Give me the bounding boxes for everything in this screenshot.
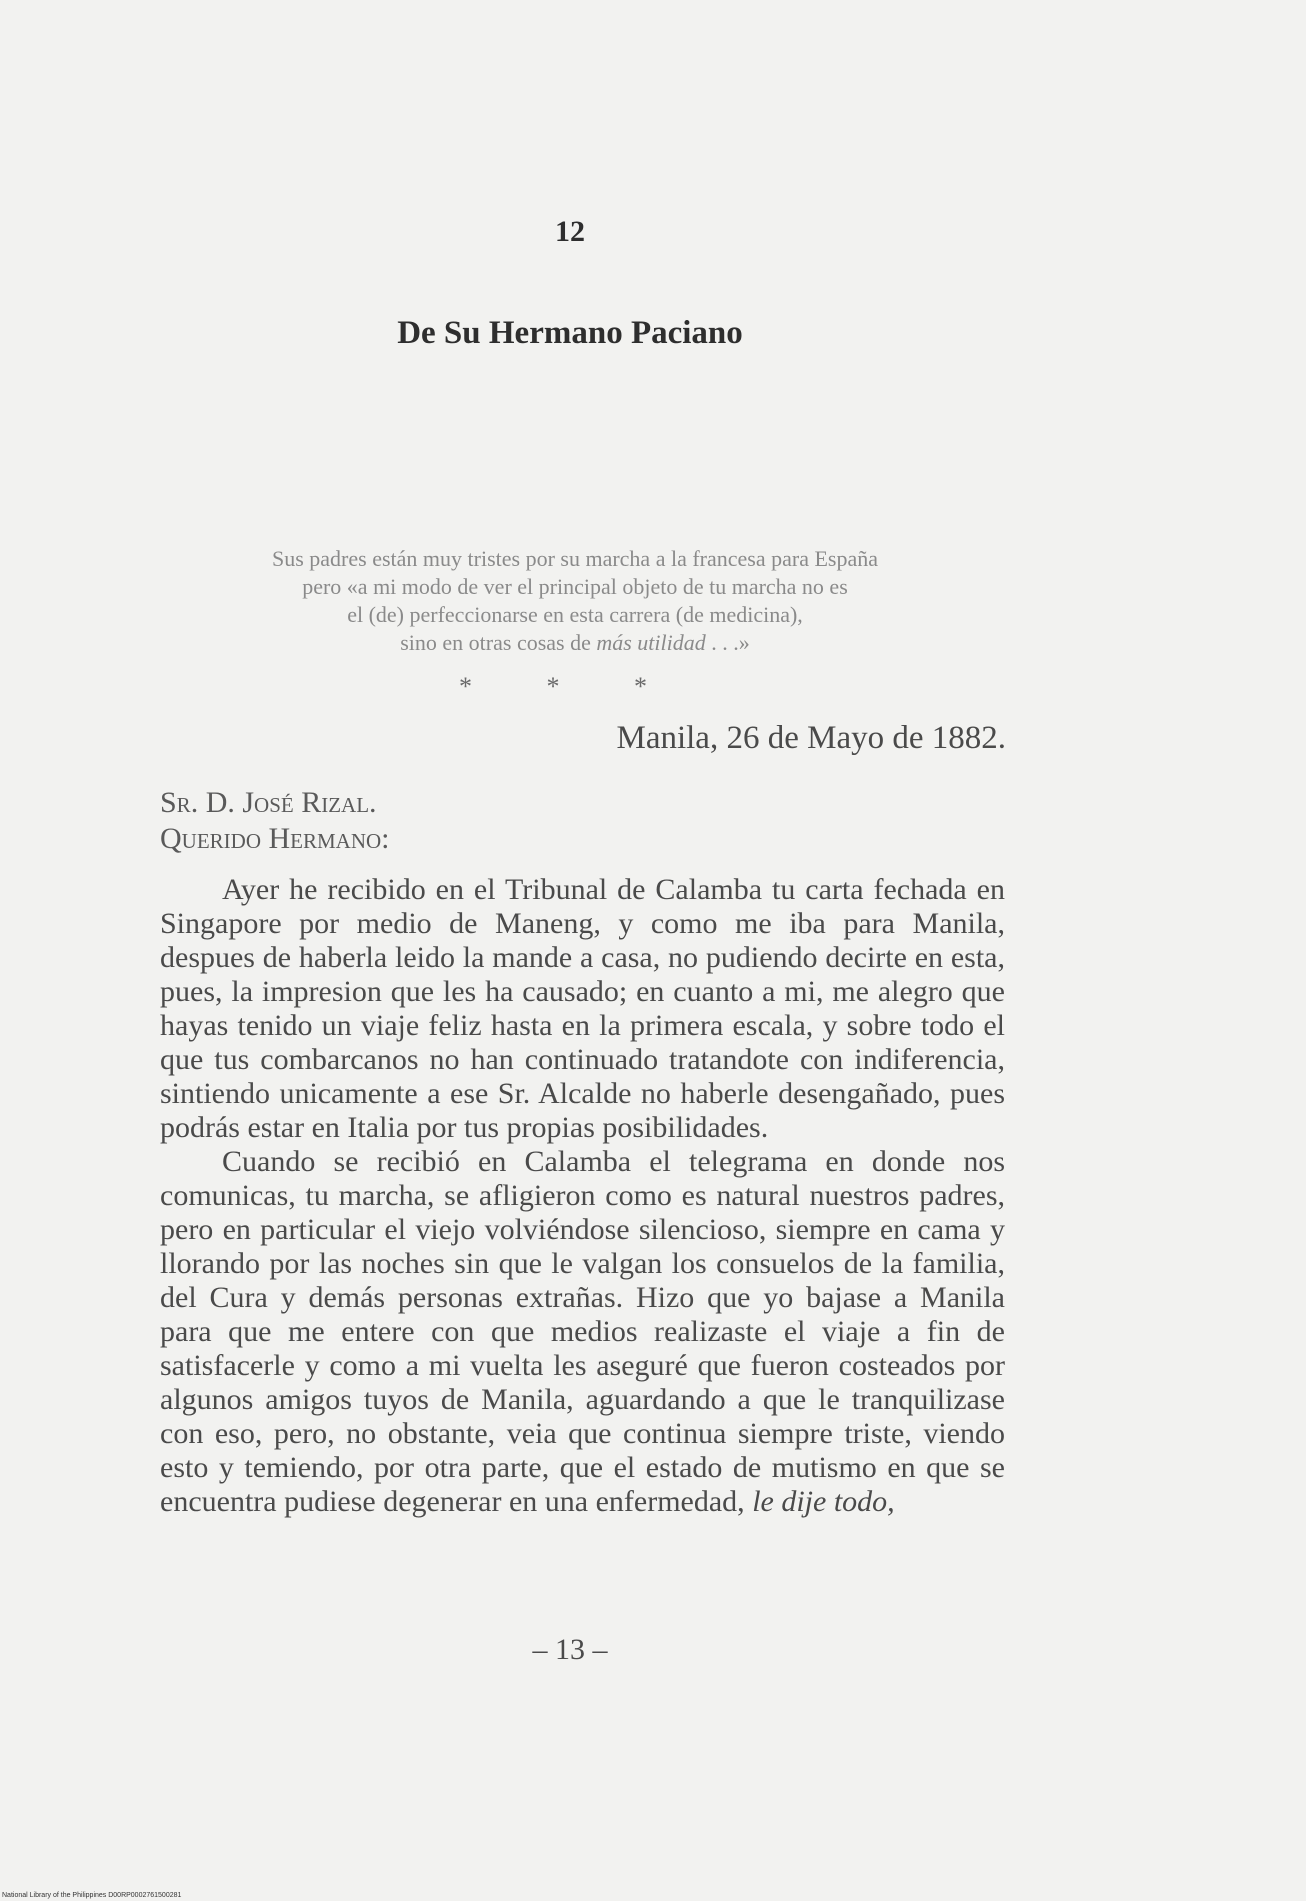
page-number: – 13 –	[532, 1633, 608, 1666]
library-credit: National Library of the Philippines D00RP0002761500281	[2, 1892, 182, 1899]
summary-line-4	[140, 629, 1010, 657]
chapter-number: 12	[555, 215, 585, 248]
summary-line-2: pero «a mi modo de ver el principal objeto de tu marcha no es	[302, 574, 848, 599]
summary-line-1: Sus padres están muy tristes por su marcha a la francesa para España	[272, 546, 878, 571]
letter-dateline: Manila, 26 de Mayo de 1882.	[616, 720, 1006, 756]
paragraph-2-text: Cuando se recibió en Calamba el telegrama en donde nos comunicas, tu marcha, se afligieron como es natural nuestros padres, pero en particular el viejo volviéndose silencioso, siempre en cama y llorando por las noches sin que le valgan los consuelos de la familia, del Cura y demás personas extrañas. Hizo que yo bajase a Manila para que me entere con que medios realizaste el viaje a fin de satisfacerle y como a mi vuelta les aseguré que fueron costeados por algunos amigos tuyos de Manila, aguardando a que le tranquilizase con eso, pero, no obstante, veia que continua siempre triste, viendo esto y temiendo, por otra parte, que el estado de mutismo en que se encuentra pudiese degenerar en una enfermedad,	[160, 1145, 1005, 1518]
paragraph-2-emphasis: le dije todo,	[752, 1485, 895, 1518]
paragraph-1: Ayer he recibido en el Tribunal de Calamba tu carta fechada en Singapore por medio de Maneng, y como me iba para Manila, despues de haberla leido la mande a casa, no pudiendo decirte en esta, pues, la impresion que les ha causado; en cuanto a mi, me alegro que hayas tenido un viaje feliz hasta en la primera escala, y sobre todo el que tus combarcanos no han continuado tratandote con indiferencia, sintiendo unicamente a ese Sr. Alcalde no haberle desengañado, pues podrás estar en Italia por tus propias posibilidades.	[160, 873, 1005, 1144]
summary-line-3: el (de) perfeccionarse en esta carrera (de medicina),	[347, 602, 803, 627]
summary-line-4-end: . . .»	[705, 630, 750, 655]
section-separator: * * *	[459, 672, 681, 701]
chapter-title: De Su Hermano Paciano	[397, 315, 743, 351]
greeting: Querido Hermano:	[160, 822, 390, 855]
chapter-summary	[140, 545, 1010, 657]
letter-body	[160, 873, 1005, 1519]
paragraph-2	[160, 1145, 1005, 1519]
letter-salutation	[160, 785, 390, 857]
summary-emphasis: más utilidad	[596, 630, 706, 655]
summary-line-4-start: sino en otras cosas de	[400, 630, 597, 655]
addressee: Sr. D. José Rizal.	[160, 786, 377, 819]
